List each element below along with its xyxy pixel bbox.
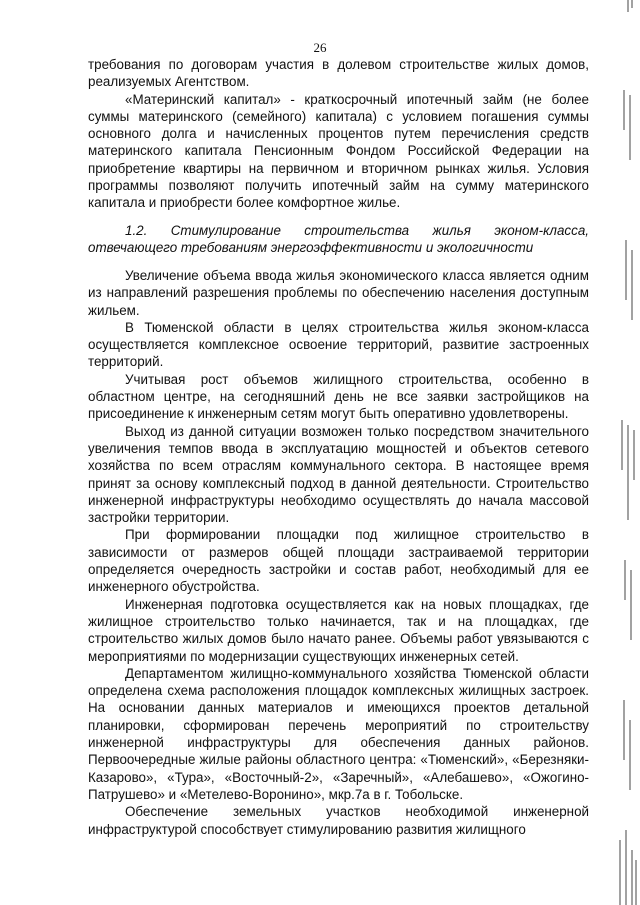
paragraph: Обеспечение земельных участков необходимой инженерной инфраструктурой способствует стимулированию развития жилищного — [88, 804, 589, 837]
paragraph: Выход из данной ситуации возможен только посредством значительного увеличения темпов ввода в эксплуатацию мощностей и объектов сетевого хозяйства по всем отраслям коммунального сектора. В настоящее время принят за основу комплексный подход в данной деятельности. Строительство инженерной инфраструктуры необходимо осуществлять до начала массовой застройки территории. — [88, 423, 589, 526]
intro-text — [88, 56, 589, 212]
paragraph: При формировании площадки под жилищное строительство в зависимости от размеров общей площади застраиваемой территории определяется очередность застройки и состав работ, необходимый для ее инженерного обустройства. — [88, 527, 589, 595]
paragraph: В Тюменской области в целях строительства жилья эконом-класса осуществляется комплексное освоение территорий, развитие застроенных территорий. — [88, 319, 589, 370]
section-heading — [88, 222, 589, 257]
paragraph: Департаментом жилищно-коммунального хозяйства Тюменской области определена схема расположения площадок комплексных жилищных застроек. На основании данных материалов и имеющихся проектов детальной планировки, сформирован перечень мероприятий по строительству инженерной инфраструктуры для обеспечения данных районов. Первоочередные жилые районы областного центра: «Тюменский», «Березняки-Казарово», «Тура», «Восточный-2», «Заречный», «Алебашево», «Ожогино-Патрушево» и «Метелево-Воронино», мкр.7а в г. Тобольске. — [88, 665, 589, 802]
page-number: 26 — [313, 40, 327, 55]
scan-edge-artifact — [606, 0, 640, 905]
body-text — [88, 267, 589, 838]
paragraph: Увеличение объема ввода жилья экономического класса является одним из направлений разрешения проблемы по обеспечению населения доступным жильем. — [88, 268, 589, 318]
paragraph: Инженерная подготовка осуществляется как на новых площадках, где жилищное строительство только начинается, так и на площадках, где строительство жилых домов было начато ранее. Объемы работ увязываются с мероприятиями по модернизации существующих инженерных сетей. — [88, 596, 589, 664]
paragraph: «Материнский капитал» - краткосрочный ипотечный займ (не более суммы материнского (семейного) капитала) с условием погашения суммы основного долга и начисленных процентов путем перечисления средств материнского капитала Пенсионным Фондом Российской Федерации на приобретение квартиры на первичном и вторичном рынках жилья. Условия программы позволяют получить ипотечный займ на сумму материнского капитала и приобрести более комфортное жилье. — [88, 91, 589, 211]
paragraph: Учитывая рост объемов жилищного строительства, особенно в областном центре, на сегодняшний день не все заявки застройщиков на присоединение к инженерным сетям могут быть оперативно удовлетворены. — [88, 371, 589, 422]
paragraph: требования по договорам участия в долевом строительстве жилых домов, реализуемых Агентством. — [88, 57, 589, 90]
section-heading-text: 1.2. Стимулирование строительства жилья эконом-класса, отвечающего требованиям энергоэффективности и экологичности — [88, 223, 589, 256]
